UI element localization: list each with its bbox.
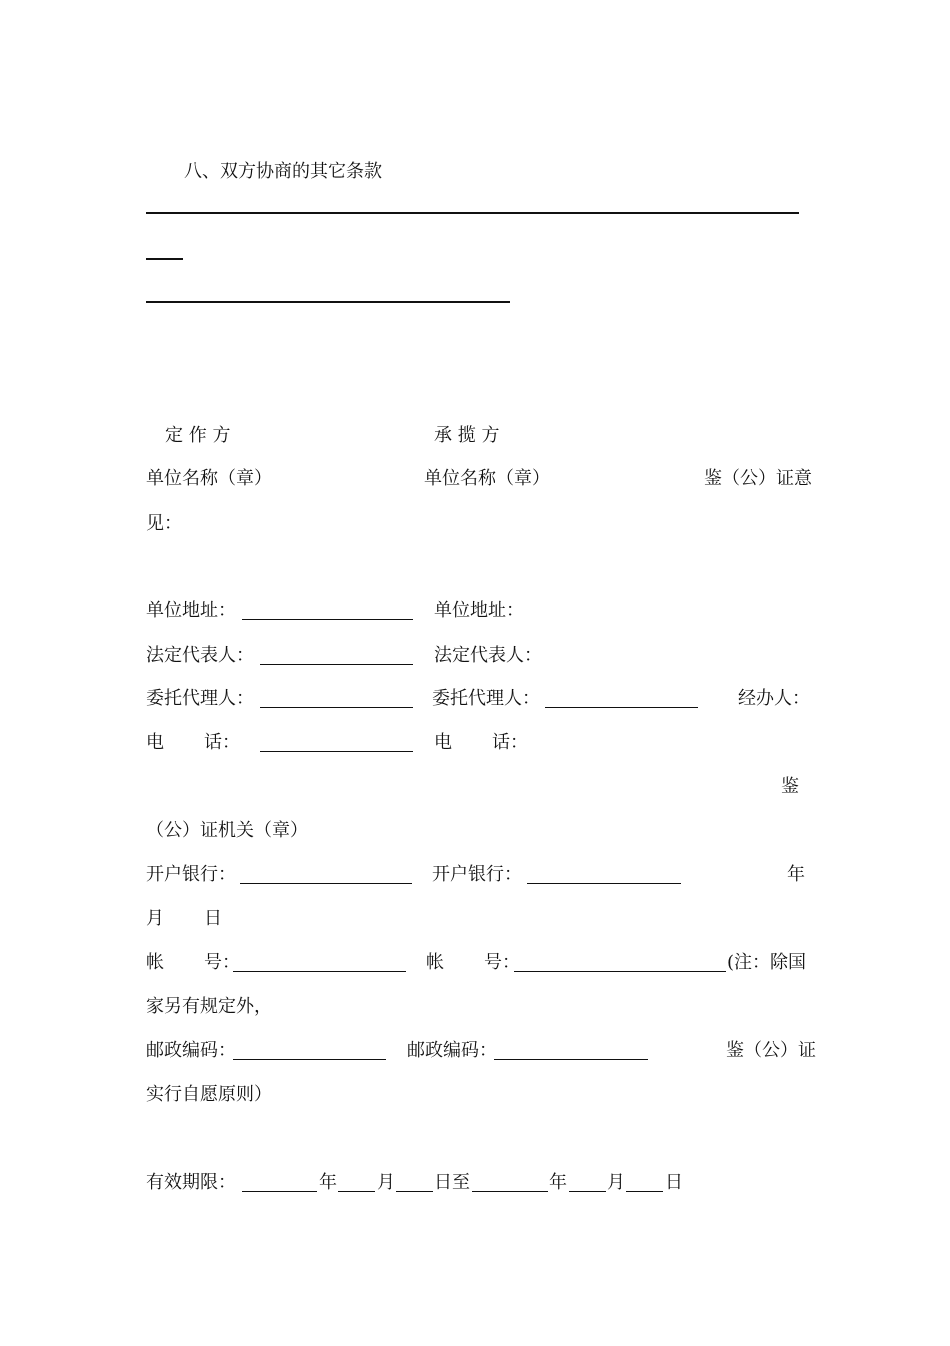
validity-start-month-unit: 月 bbox=[377, 1172, 395, 1193]
contractor-bank-label: 开户银行： bbox=[432, 864, 522, 885]
validity-start-month-field[interactable] bbox=[338, 1191, 375, 1192]
validity-end-day-field[interactable] bbox=[626, 1191, 663, 1192]
validity-end-year-field[interactable] bbox=[472, 1191, 548, 1192]
notary-note-2-cont: 实行自愿原则） bbox=[146, 1084, 272, 1105]
notary-opinion-label-cont: 见： bbox=[146, 513, 182, 534]
contractor-account-label-a: 帐 bbox=[426, 952, 444, 973]
orderer-account-field[interactable] bbox=[233, 971, 406, 972]
contractor-account-label-b: 号： bbox=[484, 952, 520, 973]
orderer-legal-rep-label: 法定代表人： bbox=[146, 645, 254, 666]
notary-authority-label: 鉴 bbox=[781, 776, 799, 797]
orderer-agent-label: 委托代理人： bbox=[146, 688, 254, 709]
clause-blank-line-1 bbox=[146, 212, 799, 214]
contractor-agent-field[interactable] bbox=[545, 707, 698, 708]
orderer-legal-rep-field[interactable] bbox=[260, 664, 413, 665]
contractor-title: 承 揽 方 bbox=[434, 425, 500, 446]
orderer-phone-label-a: 电 bbox=[146, 732, 164, 753]
notary-date-day: 日 bbox=[204, 908, 222, 929]
contractor-phone-label-a: 电 bbox=[434, 732, 452, 753]
validity-start-day-unit: 日至 bbox=[434, 1172, 470, 1193]
orderer-bank-field[interactable] bbox=[240, 883, 412, 884]
orderer-agent-field[interactable] bbox=[260, 707, 413, 708]
orderer-phone-field[interactable] bbox=[260, 751, 413, 752]
validity-end-month-unit: 月 bbox=[607, 1172, 625, 1193]
orderer-phone-label-b: 话： bbox=[204, 732, 240, 753]
contractor-postcode-label: 邮政编码： bbox=[407, 1040, 497, 1061]
notary-note-cont: 家另有规定外， bbox=[146, 996, 272, 1017]
clause-heading: 八、双方协商的其它条款 bbox=[184, 161, 382, 182]
validity-start-year-field[interactable] bbox=[242, 1191, 317, 1192]
contractor-unit-name-label: 单位名称（章） bbox=[424, 468, 550, 489]
validity-end-month-field[interactable] bbox=[569, 1191, 606, 1192]
validity-label: 有效期限： bbox=[146, 1172, 236, 1193]
validity-end-day-unit: 日 bbox=[665, 1172, 683, 1193]
contractor-address-label: 单位地址： bbox=[434, 600, 524, 621]
notary-note-2: 鉴（公）证 bbox=[726, 1040, 816, 1061]
contractor-phone-label-b: 话： bbox=[492, 732, 528, 753]
validity-start-year-unit: 年 bbox=[319, 1172, 337, 1193]
orderer-account-label-a: 帐 bbox=[146, 952, 164, 973]
clause-blank-line-2 bbox=[146, 258, 183, 260]
orderer-account-label-b: 号： bbox=[204, 952, 240, 973]
validity-start-day-field[interactable] bbox=[396, 1191, 433, 1192]
orderer-postcode-field[interactable] bbox=[233, 1059, 386, 1060]
contractor-postcode-field[interactable] bbox=[494, 1059, 648, 1060]
orderer-address-field[interactable] bbox=[242, 619, 413, 620]
orderer-title: 定 作 方 bbox=[165, 425, 231, 446]
notary-date-month: 月 bbox=[146, 908, 164, 929]
clause-blank-line-3 bbox=[146, 301, 510, 303]
orderer-postcode-label: 邮政编码： bbox=[146, 1040, 236, 1061]
orderer-bank-label: 开户银行： bbox=[146, 864, 236, 885]
notary-opinion-label: 鉴（公）证意 bbox=[704, 468, 812, 489]
notary-authority-label-cont: （公）证机关（章） bbox=[146, 820, 308, 841]
orderer-unit-name-label: 单位名称（章） bbox=[146, 468, 272, 489]
contractor-legal-rep-label: 法定代表人： bbox=[434, 645, 542, 666]
notary-note: (注：除国 bbox=[727, 952, 807, 973]
notary-handler-label: 经办人： bbox=[738, 688, 810, 709]
validity-end-year-unit: 年 bbox=[549, 1172, 567, 1193]
notary-date-year: 年 bbox=[787, 864, 805, 885]
contractor-bank-field[interactable] bbox=[527, 883, 681, 884]
contractor-agent-label: 委托代理人： bbox=[432, 688, 540, 709]
contractor-account-field[interactable] bbox=[514, 971, 726, 972]
orderer-address-label: 单位地址： bbox=[146, 600, 236, 621]
